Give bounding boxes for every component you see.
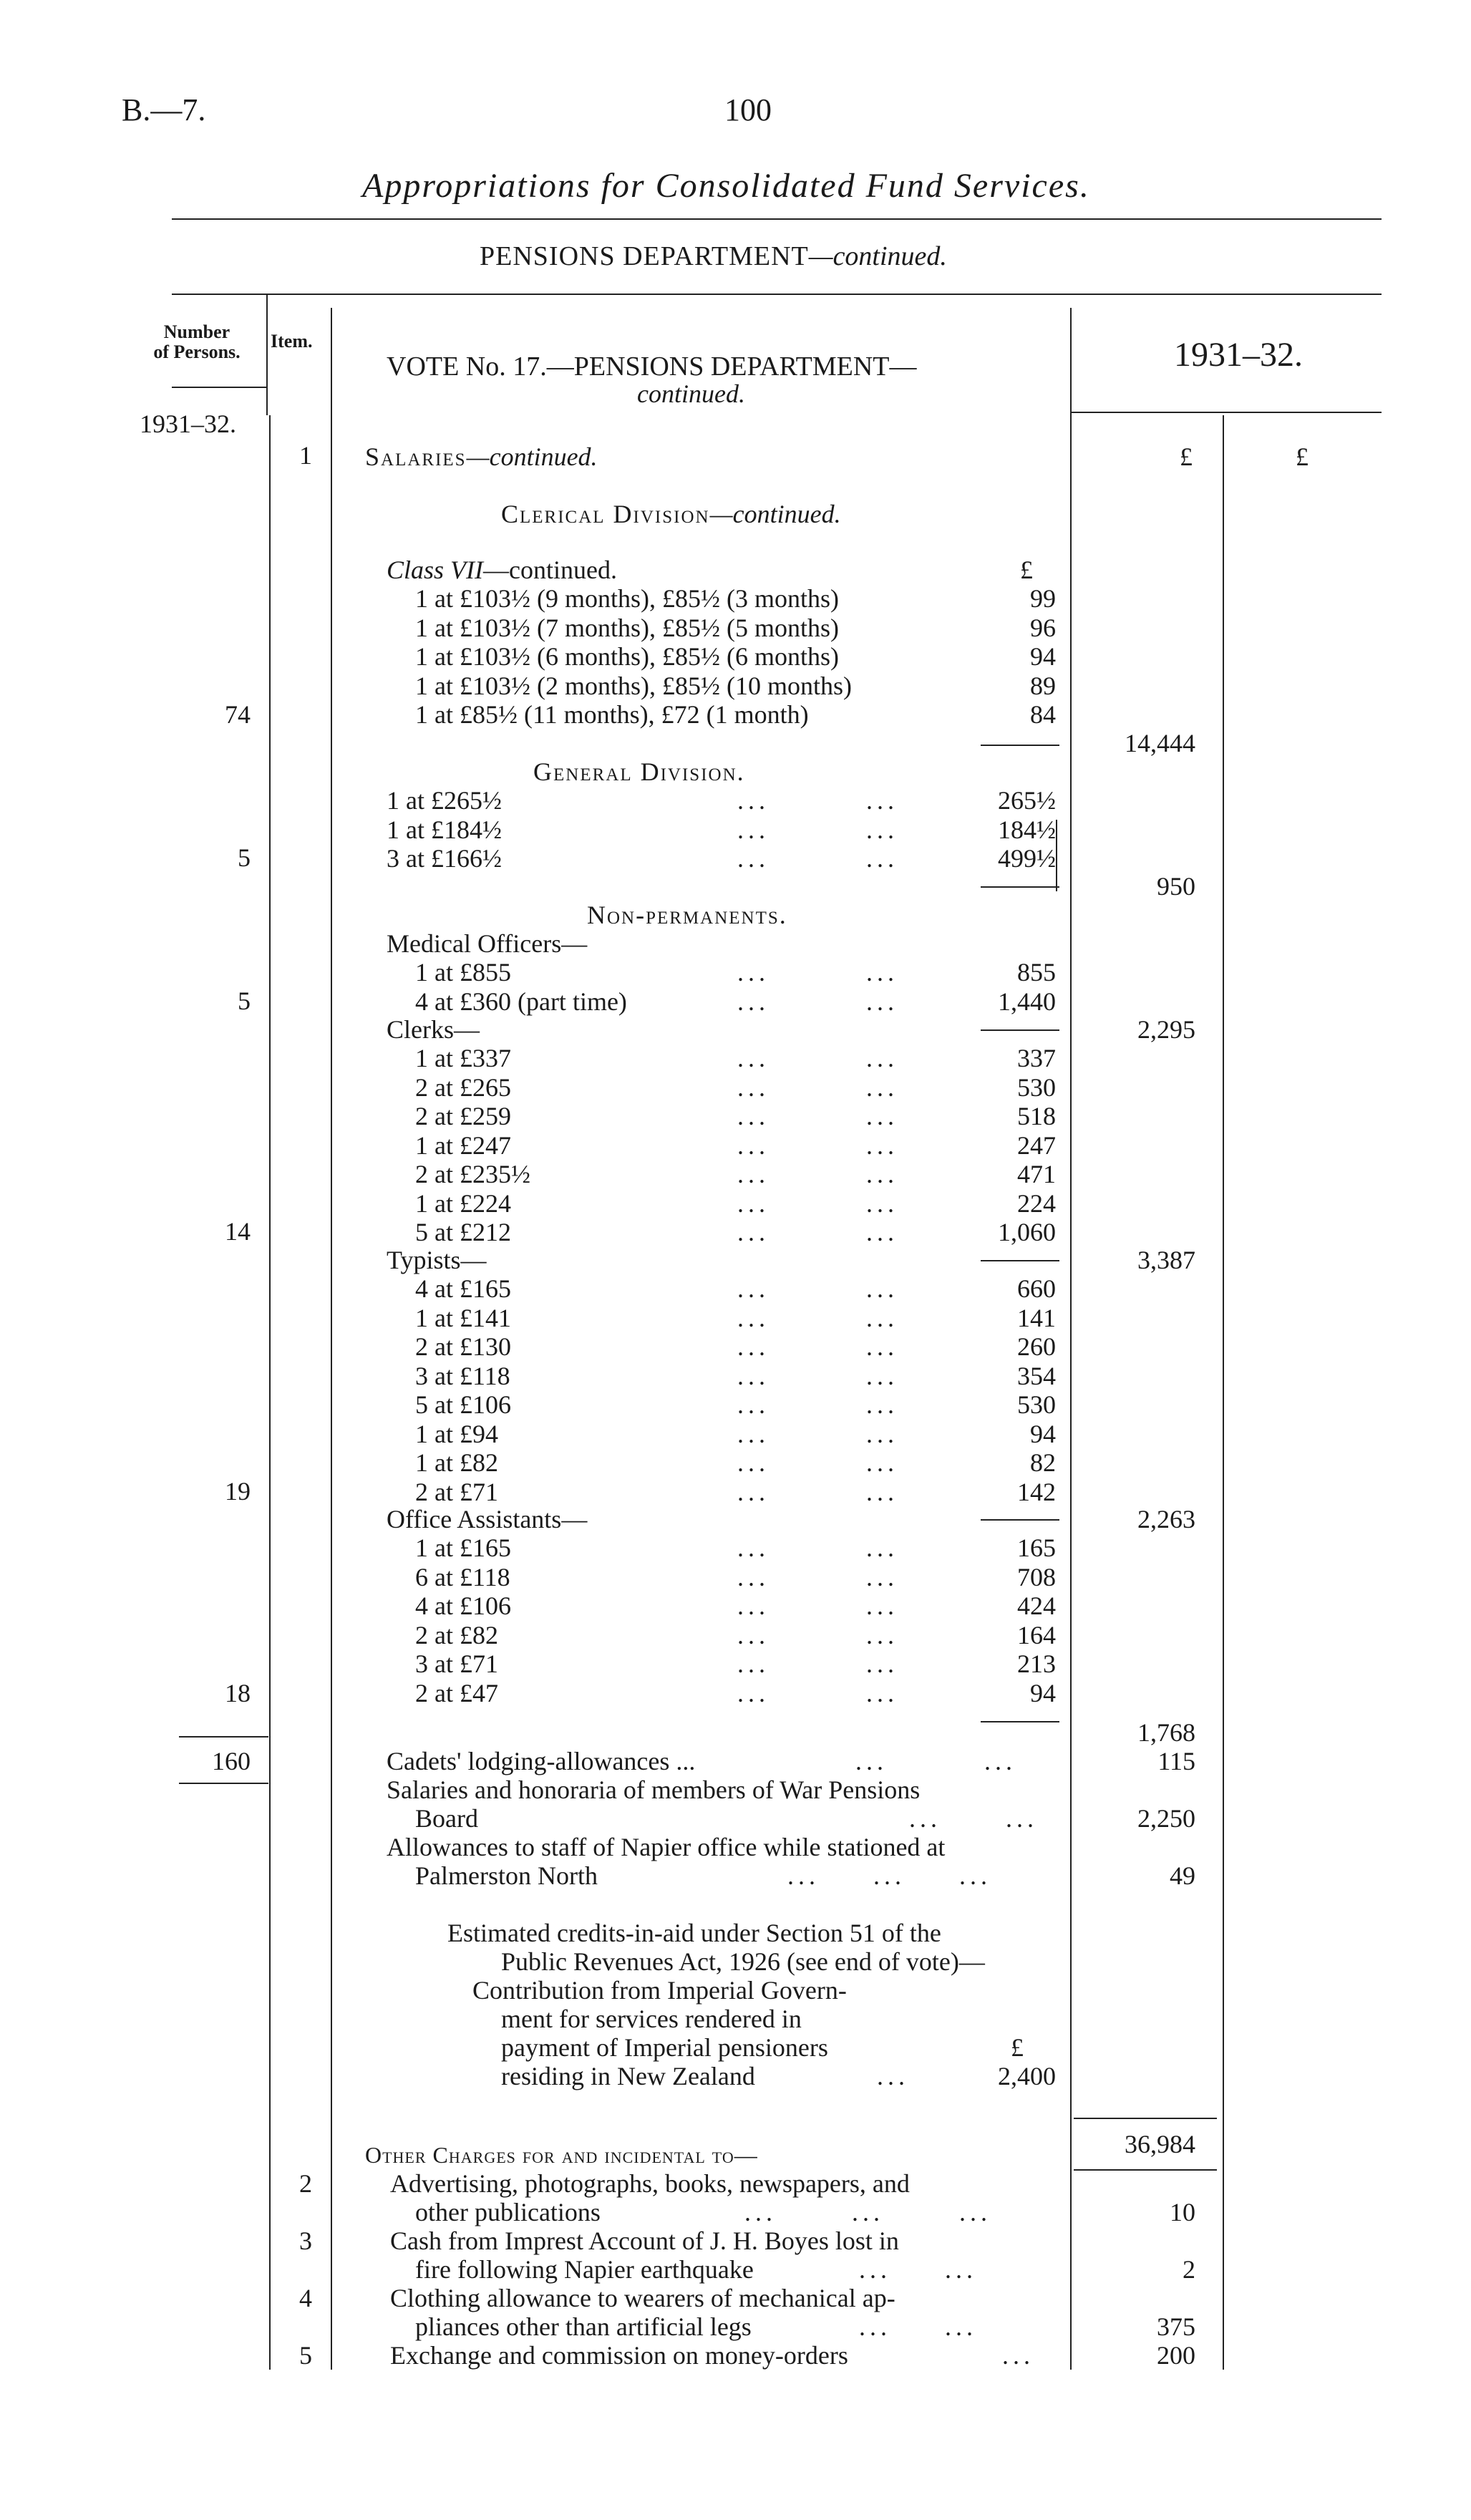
year-hdr-rule <box>1072 412 1382 413</box>
col-persons-right <box>266 294 268 415</box>
advertising-amount: 10 <box>1170 2198 1195 2226</box>
page-number: 100 <box>724 92 772 127</box>
typists-row-leader: ... ... <box>737 1448 898 1477</box>
report-code: B.—7. <box>122 92 206 127</box>
typists-row-amount: 530 <box>1017 1390 1056 1419</box>
class7-row-text: 1 at £103½ (6 months), £85½ (6 months) <box>415 642 839 671</box>
typists-row-amount: 660 <box>1017 1274 1056 1303</box>
imprest-amount: 2 <box>1183 2255 1195 2284</box>
assistants-row-amount: 424 <box>1017 1591 1056 1620</box>
general-heading: General Division. <box>533 757 745 786</box>
typists-row-text: 3 at £118 <box>415 1362 510 1390</box>
year-column-header: 1931–32. <box>1174 336 1303 374</box>
clerks-row-text: 1 at £337 <box>415 1044 511 1072</box>
napier-line1: Allowances to staff of Napier office while stationed at <box>387 1833 946 1861</box>
col-item-right-body <box>331 415 332 2370</box>
imprest-line2: fire following Napier earthquake <box>415 2255 754 2284</box>
typists-row-leader: ... ... <box>737 1332 898 1361</box>
clerks-row-leader: ... ... <box>737 1044 898 1072</box>
clerks-row-text: 5 at £212 <box>415 1218 511 1246</box>
clerks-row-amount: 337 <box>1017 1044 1056 1072</box>
assistants-row-leader: ... ... <box>737 1563 898 1591</box>
class7-row-text: 1 at £85½ (11 months), £72 (1 month) <box>415 700 809 729</box>
medical-label: Medical Officers— <box>387 929 588 958</box>
persons-header-line1: Number <box>163 321 230 342</box>
credits-pound: £ <box>1011 2033 1024 2062</box>
typists-row-leader: ... ... <box>737 1478 898 1506</box>
class7-cont: —continued. <box>483 556 617 584</box>
total-assistants: 1,768 <box>1137 1718 1195 1747</box>
clerical-heading <box>501 500 841 528</box>
persons-column-header <box>132 322 261 362</box>
amount-col-bracket <box>1056 820 1057 891</box>
persons-clerks: 14 <box>225 1217 251 1246</box>
clerks-row-text: 2 at £235½ <box>415 1160 530 1188</box>
clerks-row-amount: 1,060 <box>998 1218 1056 1246</box>
department-cont: —continued. <box>808 241 947 271</box>
exchange-leader: ... <box>1002 2341 1034 2370</box>
salaries-heading <box>365 442 598 471</box>
subtotal-rule-assistants <box>981 1721 1059 1722</box>
col-item-left <box>269 415 271 2370</box>
clerks-row-text: 1 at £247 <box>415 1131 511 1160</box>
cadets-line: Cadets' lodging-allowances ... <box>387 1747 696 1775</box>
class7-row-amount: 84 <box>1030 700 1056 729</box>
persons-total: 160 <box>212 1747 251 1775</box>
col-text-right <box>1070 415 1072 2370</box>
col-text-right-top <box>1070 308 1072 415</box>
typists-row-amount: 94 <box>1030 1420 1056 1448</box>
clerks-row-leader: ... ... <box>737 1102 898 1130</box>
total-general: 950 <box>1157 872 1195 901</box>
typists-row-leader: ... ... <box>737 1304 898 1332</box>
class7-row-amount: 89 <box>1030 672 1056 700</box>
typists-row-text: 1 at £94 <box>415 1420 498 1448</box>
persons-general: 5 <box>238 843 251 872</box>
vote-heading-cont: continued. <box>637 379 745 408</box>
class7-row-text: 1 at £103½ (7 months), £85½ (5 months) <box>415 614 839 642</box>
department-name: PENSIONS DEPARTMENT <box>480 241 809 271</box>
clerks-row-text: 1 at £224 <box>415 1189 511 1218</box>
other-item-number-2: 2 <box>299 2169 312 2198</box>
medical-row-amount: 855 <box>1017 958 1056 987</box>
cadets-leader: ... ... <box>855 1747 1016 1775</box>
typists-row-text: 1 at £141 <box>415 1304 511 1332</box>
assistants-row-text: 2 at £47 <box>415 1679 498 1707</box>
clerks-row-leader: ... ... <box>737 1073 898 1102</box>
other-item-number-5: 5 <box>299 2341 312 2370</box>
assistants-row-text: 6 at £118 <box>415 1563 510 1591</box>
advertising-leader: ... ... ... <box>744 2198 991 2226</box>
typists-row-text: 2 at £130 <box>415 1332 511 1361</box>
typists-row-amount: 141 <box>1017 1304 1056 1332</box>
clerks-row-amount: 530 <box>1017 1073 1056 1102</box>
clothing-line2: pliances other than artificial legs <box>415 2312 752 2341</box>
persons-header-line2: of Persons. <box>153 341 241 362</box>
persons-total-rule-top <box>179 1736 268 1738</box>
napier-line2: Palmerston North <box>415 1861 598 1890</box>
cadets-amount: 115 <box>1157 1747 1195 1775</box>
other-item-number-4: 4 <box>299 2284 312 2312</box>
col-item-right <box>331 308 332 415</box>
typists-row-leader: ... ... <box>737 1274 898 1303</box>
persons-hdr-rule <box>172 387 266 388</box>
persons-assistants: 18 <box>225 1679 251 1707</box>
assistants-row-leader: ... ... <box>737 1621 898 1649</box>
general-row-leader: ... ... <box>737 844 898 873</box>
typists-row-leader: ... ... <box>737 1390 898 1419</box>
clothing-leader: ... ... <box>859 2312 977 2341</box>
board-line1: Salaries and honoraria of members of War Pensions <box>387 1775 921 1804</box>
assistants-label: Office Assistants— <box>387 1505 588 1533</box>
item-column-header: Item. <box>271 331 313 352</box>
imprest-line1: Cash from Imprest Account of J. H. Boyes lost in <box>390 2226 899 2255</box>
total-clerks: 3,387 <box>1137 1246 1195 1274</box>
board-line2: Board <box>415 1804 478 1833</box>
clerks-row-leader: ... ... <box>737 1131 898 1160</box>
item-total: 36,984 <box>1125 2130 1195 2158</box>
total-medical: 2,295 <box>1137 1015 1195 1044</box>
typists-row-text: 2 at £71 <box>415 1478 498 1506</box>
clerks-row-leader: ... ... <box>737 1189 898 1218</box>
napier-leader: ... ... ... <box>787 1861 991 1890</box>
item-total-rule-bottom <box>1074 2169 1217 2171</box>
class7-row-amount: 96 <box>1030 614 1056 642</box>
clerks-row-text: 2 at £265 <box>415 1073 511 1102</box>
persons-clerical: 74 <box>225 700 251 729</box>
subtotal-rule-medical <box>981 1029 1059 1031</box>
clothing-amount: 375 <box>1157 2312 1195 2341</box>
exchange-line1: Exchange and commission on money-orders <box>390 2341 848 2370</box>
assistants-row-amount: 164 <box>1017 1621 1056 1649</box>
class7-label: Class VII <box>387 556 483 584</box>
persons-year: 1931–32. <box>140 410 236 438</box>
board-leader: ... ... <box>909 1804 1038 1833</box>
typists-row-leader: ... ... <box>737 1362 898 1390</box>
credits-line4: ment for services rendered in <box>501 2005 802 2033</box>
clerks-row-amount: 471 <box>1017 1160 1056 1188</box>
typists-row-text: 1 at £82 <box>415 1448 498 1477</box>
assistants-row-leader: ... ... <box>737 1679 898 1707</box>
total-clerical: 14,444 <box>1125 729 1195 757</box>
clerical-cont: —continued. <box>709 500 841 528</box>
title-rule <box>172 218 1382 220</box>
clerks-row-leader: ... ... <box>737 1160 898 1188</box>
assistants-row-amount: 94 <box>1030 1679 1056 1707</box>
credits-line5: payment of Imperial pensioners <box>501 2033 828 2062</box>
assistants-row-amount: 213 <box>1017 1649 1056 1678</box>
typists-row-amount: 142 <box>1017 1478 1056 1506</box>
clerks-row-amount: 247 <box>1017 1131 1056 1160</box>
subtotal-rule-clerks <box>981 1260 1059 1261</box>
pound-col1: £ <box>1180 442 1193 471</box>
persons-medical: 5 <box>238 987 251 1015</box>
class7-row-text: 1 at £103½ (2 months), £85½ (10 months) <box>415 672 852 700</box>
general-row-amount: 265½ <box>998 786 1056 815</box>
class7-heading <box>387 556 617 584</box>
assistants-row-text: 4 at £106 <box>415 1591 511 1620</box>
class7-row-amount: 94 <box>1030 642 1056 671</box>
nonpermanents-heading: Non-permanents. <box>587 901 787 929</box>
header-rule <box>172 294 1382 295</box>
subtotal-rule-typists <box>981 1519 1059 1521</box>
medical-row-amount: 1,440 <box>998 987 1056 1016</box>
credits-amount: 2,400 <box>998 2062 1056 2090</box>
item-total-rule <box>1074 2118 1217 2119</box>
subtotal-rule-clerical <box>981 745 1059 746</box>
general-row-text: 1 at £265½ <box>387 786 502 815</box>
other-charges-heading: Other Charges for and incidental to— <box>365 2142 758 2168</box>
exchange-amount: 200 <box>1157 2341 1195 2370</box>
col-money-mid <box>1223 415 1224 2370</box>
class7-row-text: 1 at £103½ (9 months), £85½ (3 months) <box>415 584 839 613</box>
credits-line2: Public Revenues Act, 1926 (see end of vote)— <box>501 1947 985 1976</box>
typists-row-amount: 82 <box>1030 1448 1056 1477</box>
assistants-row-amount: 165 <box>1017 1533 1056 1562</box>
salaries-cont: —continued. <box>466 442 598 471</box>
medical-row-text: 4 at £360 (part time) <box>415 987 627 1016</box>
assistants-row-text: 1 at £165 <box>415 1533 511 1562</box>
typists-row-amount: 354 <box>1017 1362 1056 1390</box>
medical-row-text: 1 at £855 <box>415 958 511 987</box>
department-heading <box>480 242 947 271</box>
clerks-row-text: 2 at £259 <box>415 1102 511 1130</box>
assistants-row-leader: ... ... <box>737 1591 898 1620</box>
vote-heading: VOTE No. 17.—PENSIONS DEPARTMENT— <box>387 352 917 382</box>
clerks-row-amount: 224 <box>1017 1189 1056 1218</box>
class7-row-amount: 99 <box>1030 584 1056 613</box>
clerks-row-amount: 518 <box>1017 1102 1056 1130</box>
general-row-leader: ... ... <box>737 786 898 815</box>
pound-col2: £ <box>1296 442 1309 471</box>
medical-row-leader: ... ... <box>737 987 898 1016</box>
clothing-line1: Clothing allowance to wearers of mechanical ap- <box>390 2284 895 2312</box>
credits-line3: Contribution from Imperial Govern- <box>472 1976 847 2005</box>
typists-label: Typists— <box>387 1246 487 1274</box>
napier-amount: 49 <box>1170 1861 1195 1890</box>
persons-total-rule-bottom <box>179 1783 268 1784</box>
subtotal-rule-general <box>981 886 1059 888</box>
clerks-label: Clerks— <box>387 1015 480 1044</box>
salaries-label: Salaries <box>365 442 467 471</box>
general-row-text: 1 at £184½ <box>387 815 502 844</box>
page-title: Appropriations for Consolidated Fund Services. <box>362 167 1090 205</box>
medical-row-leader: ... ... <box>737 958 898 987</box>
general-row-text: 3 at £166½ <box>387 844 502 873</box>
class7-pound: £ <box>1020 556 1033 584</box>
advertising-line1: Advertising, photographs, books, newspapers, and <box>390 2169 910 2198</box>
credits-leader: ... <box>877 2062 909 2090</box>
typists-row-leader: ... ... <box>737 1420 898 1448</box>
assistants-row-text: 3 at £71 <box>415 1649 498 1678</box>
assistants-row-leader: ... ... <box>737 1533 898 1562</box>
advertising-line2: other publications <box>415 2198 601 2226</box>
clerical-label: Clerical Division <box>501 500 710 528</box>
typists-row-amount: 260 <box>1017 1332 1056 1361</box>
other-item-number-3: 3 <box>299 2226 312 2255</box>
assistants-row-leader: ... ... <box>737 1649 898 1678</box>
board-amount: 2,250 <box>1137 1804 1195 1833</box>
persons-typists: 19 <box>225 1477 251 1506</box>
assistants-row-amount: 708 <box>1017 1563 1056 1591</box>
general-row-leader: ... ... <box>737 815 898 844</box>
total-typists: 2,263 <box>1137 1505 1195 1533</box>
typists-row-text: 5 at £106 <box>415 1390 511 1419</box>
clerks-row-leader: ... ... <box>737 1218 898 1246</box>
typists-row-text: 4 at £165 <box>415 1274 511 1303</box>
assistants-row-text: 2 at £82 <box>415 1621 498 1649</box>
credits-line1: Estimated credits-in-aid under Section 51 of the <box>447 1919 941 1947</box>
general-row-amount: 499½ <box>998 844 1056 873</box>
item-number-1: 1 <box>299 441 312 470</box>
general-row-amount: 184½ <box>998 815 1056 844</box>
imprest-leader: ... ... <box>859 2255 977 2284</box>
credits-line6: residing in New Zealand <box>501 2062 755 2090</box>
